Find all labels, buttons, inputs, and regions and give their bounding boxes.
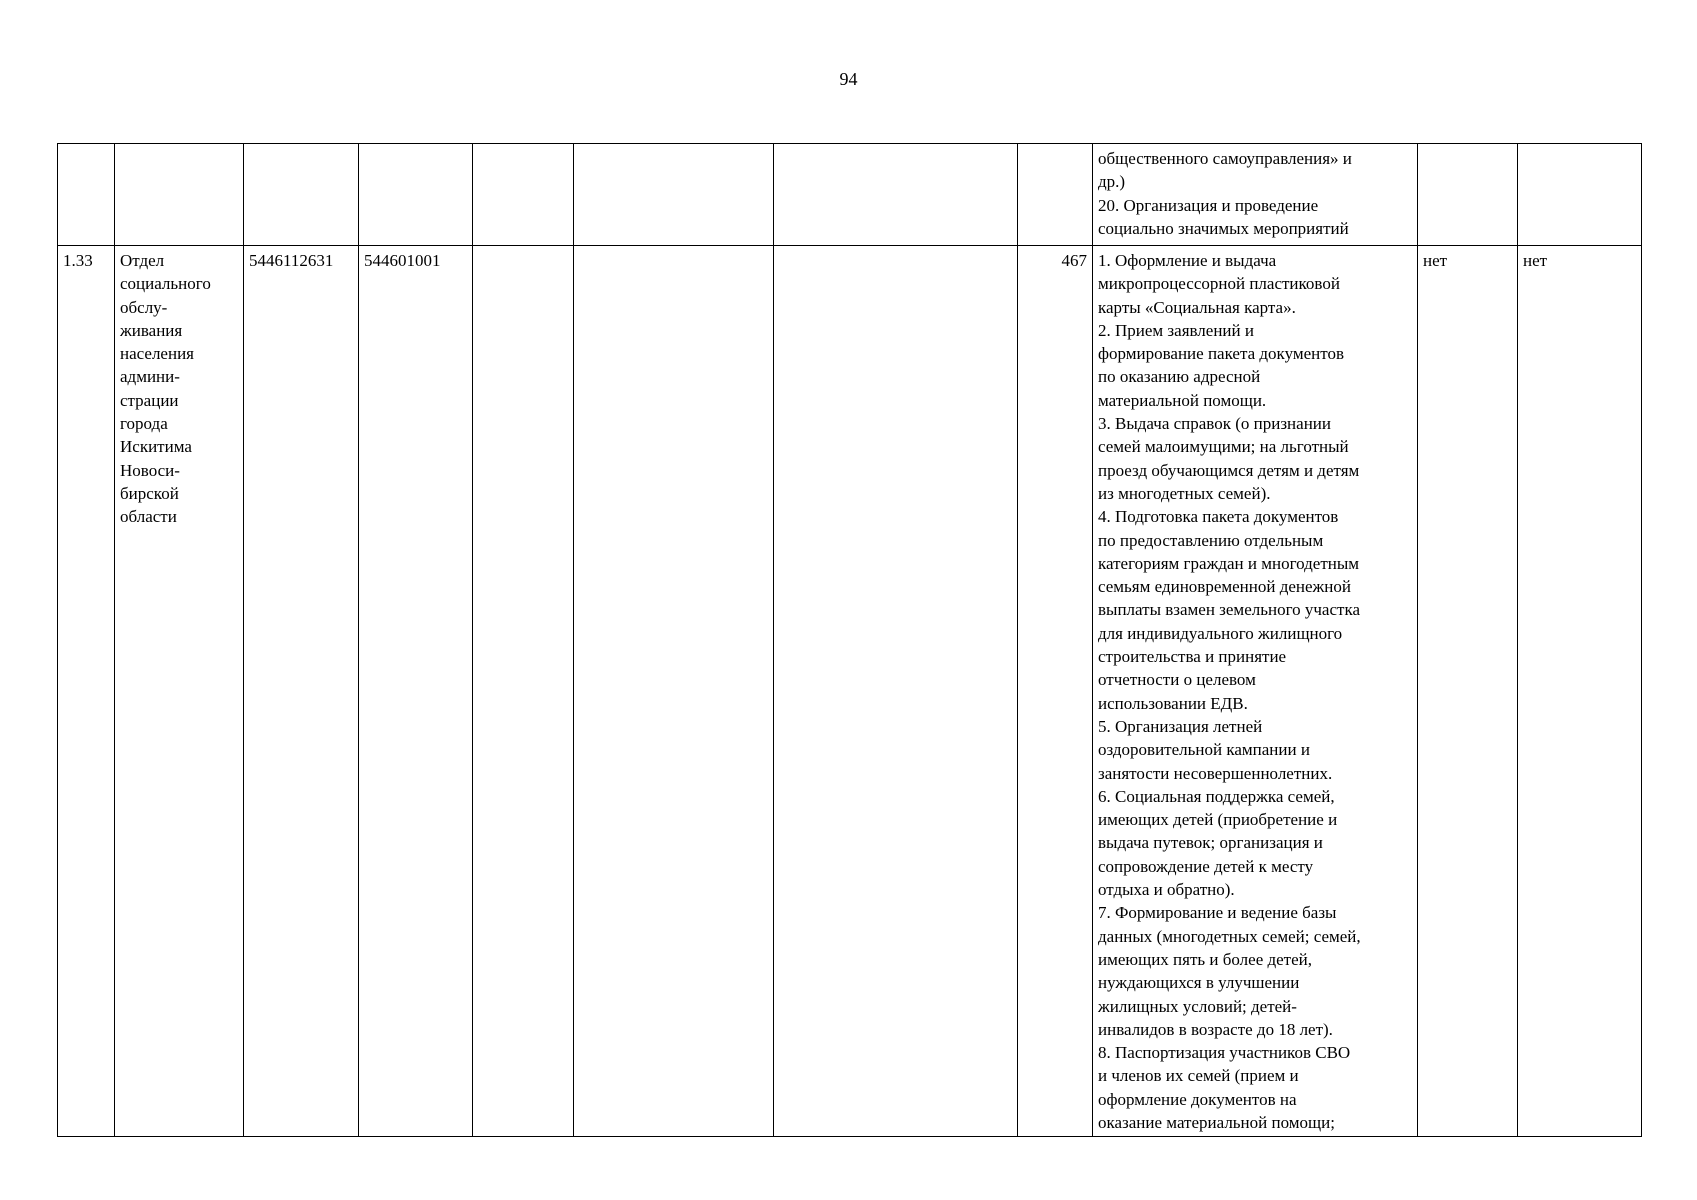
cell-number: 1.33 xyxy=(58,246,115,1137)
cell-number xyxy=(58,144,115,246)
table-row xyxy=(58,246,1642,1137)
cell-col5 xyxy=(473,246,574,1137)
cell-activities: 1. Оформление и выдача микропроцессорной пластиковой карты «Социальная карта». 2. Прием заявлений и формирование пакета документов по оказанию адресной материальной помощи. 3. Выдача справок (о признании семей малоимущими; на льготный проезд обучающимся детям и детям из многодетных семей). 4. Подготовка пакета документов по предоставлению отдельным категориям граждан и многодетным семьям единовременной денежной выплаты взамен земельного участка для индивидуального жилищного строительства и принятие отчетности о целевом использовании ЕДВ. 5. Организация летней оздоровительной кампании и занятости несовершеннолетних. 6. Социальная поддержка семей, имеющих детей (приобретение и выдача путевок; организация и сопровождение детей к месту отдыха и обратно). 7. Формирование и ведение базы данных (многодетных семей; семей, имеющих пять и более детей, нуждающихся в улучшении жилищных условий; детей- инвалидов в возрасте до 18 лет). 8. Паспортизация участников СВО и членов их семей (прием и оформление документов на оказание материальной помощи; xyxy=(1093,246,1418,1137)
cell-col10 xyxy=(1418,144,1518,246)
cell-col6 xyxy=(574,246,774,1137)
cell-col6 xyxy=(574,144,774,246)
table-row xyxy=(58,144,1642,246)
cell-count xyxy=(1018,144,1093,246)
cell-col11 xyxy=(1518,144,1642,246)
data-table xyxy=(57,143,1642,1137)
cell-col5 xyxy=(473,144,574,246)
cell-col10: нет xyxy=(1418,246,1518,1137)
cell-col7 xyxy=(774,144,1018,246)
cell-organization: Отдел социального обслу- живания населения админи- страции города Искитима Новоси- бирской области xyxy=(115,246,244,1137)
cell-col11: нет xyxy=(1518,246,1642,1137)
cell-kpp: 544601001 xyxy=(359,246,473,1137)
cell-col7 xyxy=(774,246,1018,1137)
cell-inn xyxy=(244,144,359,246)
cell-activities: общественного самоуправления» и др.) 20. Организация и проведение социально значимых мероприятий xyxy=(1093,144,1418,246)
cell-inn: 5446112631 xyxy=(244,246,359,1137)
cell-organization xyxy=(115,144,244,246)
cell-count: 467 xyxy=(1018,246,1093,1137)
cell-kpp xyxy=(359,144,473,246)
page-number: 94 xyxy=(839,69,858,89)
